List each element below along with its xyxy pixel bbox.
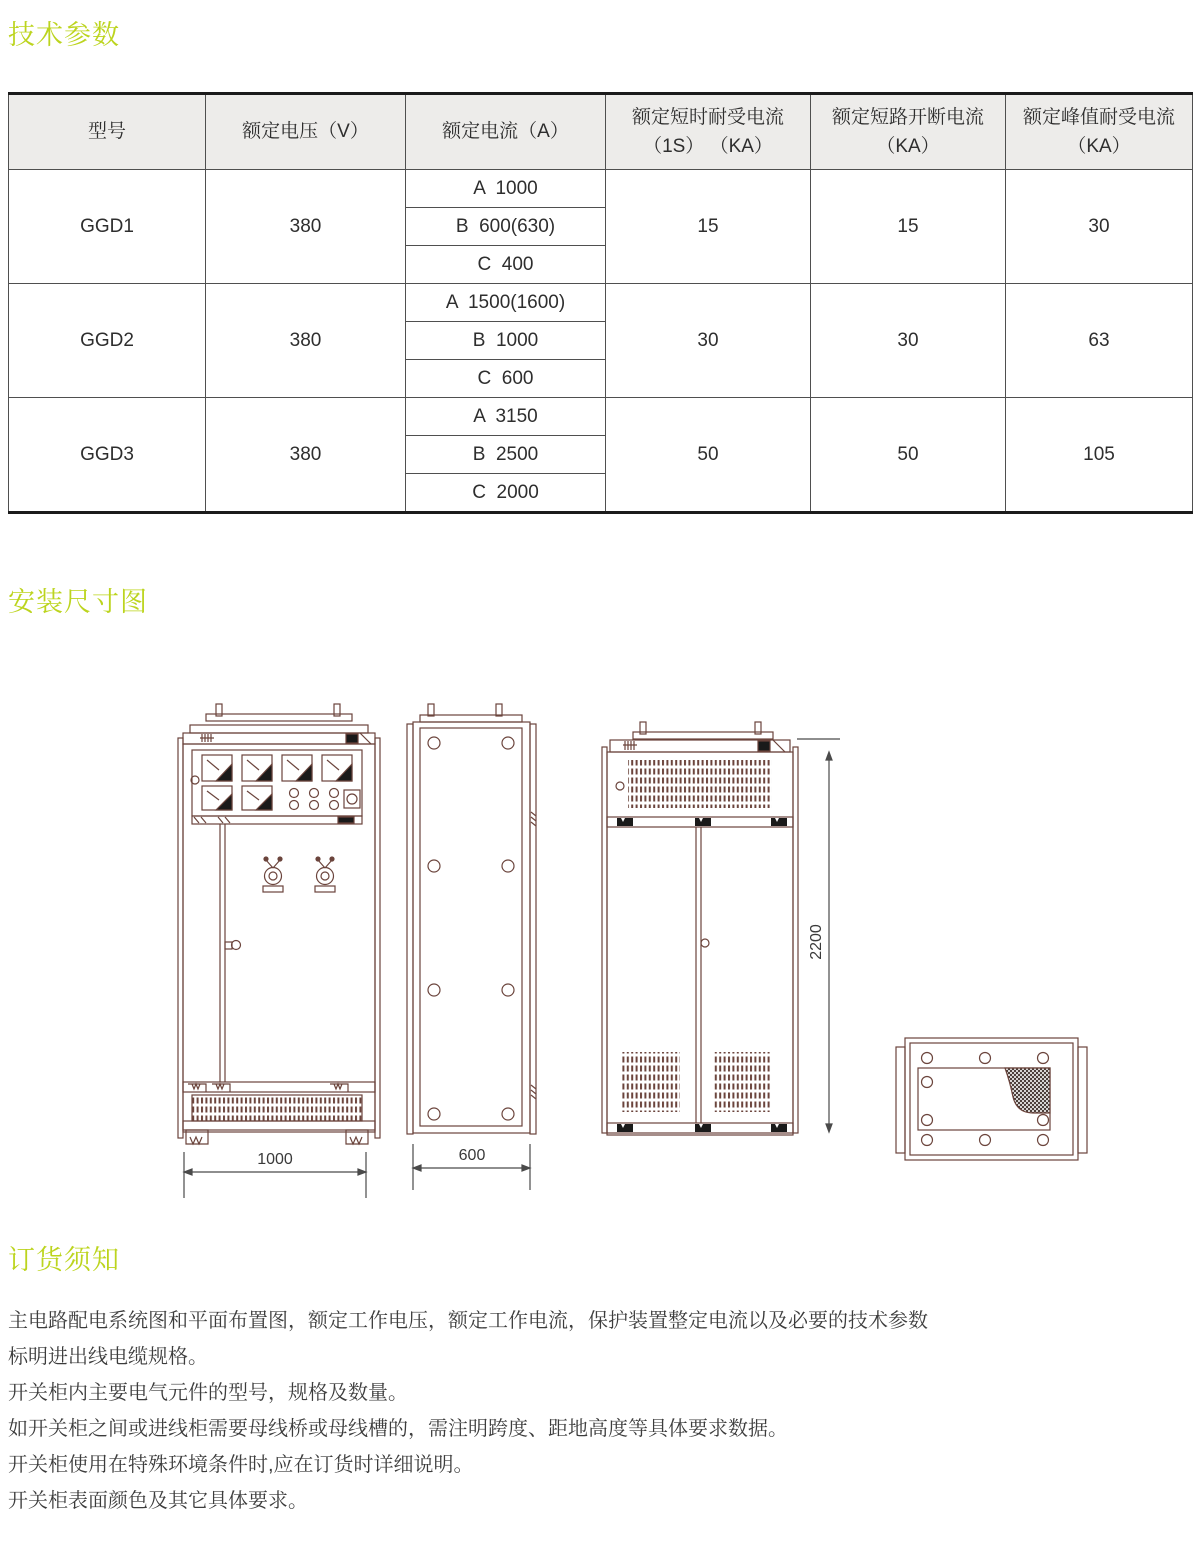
model-cell: GGD2: [9, 284, 206, 398]
model-cell: GGD3: [9, 398, 206, 513]
instrument-panel: [192, 750, 362, 816]
button-icon: [344, 790, 360, 808]
bolt-hole-icon: [428, 737, 440, 749]
corner-block: [758, 741, 770, 751]
bolt-hole-icon: [502, 737, 514, 749]
side-rail: [602, 747, 607, 1133]
bolt-hole-icon: [428, 1108, 440, 1120]
lifting-peg: [428, 704, 434, 716]
current-cell: C 400: [406, 246, 606, 284]
note-line: 标明进出线电缆规格。: [8, 1346, 208, 1368]
cabinet-body: [183, 744, 375, 1132]
side-rail: [178, 738, 183, 1138]
meter-icon: [242, 786, 272, 810]
meter-icon: [282, 755, 312, 781]
bolt-hole-icon: [502, 984, 514, 996]
door-handle-icon: [263, 857, 283, 892]
top-cap: [420, 715, 522, 722]
height-dimension: [797, 739, 840, 1132]
col-header-voltage: 额定电压（V）: [206, 94, 406, 170]
col-header-breaking: 额定短路开断电流（KA）: [811, 94, 1006, 170]
bolt-hole-icon: [502, 1108, 514, 1120]
indicator-light-icon: [310, 801, 319, 810]
door-divider: [696, 827, 701, 1123]
cabinet-body: [413, 722, 530, 1133]
panel-band: [192, 816, 362, 824]
bolt-hole-icon: [428, 984, 440, 996]
table-header-row: [9, 94, 1193, 170]
meter-icon: [202, 786, 232, 810]
dimension-width-label: 1000: [257, 1151, 293, 1168]
hatch-mark-icon: [623, 741, 637, 750]
side-panel: [420, 728, 522, 1126]
col-header-model: 型号: [9, 94, 206, 170]
breaking-cell: 50: [811, 398, 1006, 513]
door-knob-icon: [701, 939, 709, 947]
bottom-vent-grille: [713, 1052, 771, 1112]
current-cell: A 1500(1600): [406, 284, 606, 322]
hatch-mark-icon: [200, 734, 214, 742]
model-cell: GGD1: [9, 170, 206, 284]
col-header-current: 额定电流（A）: [406, 94, 606, 170]
breaking-cell: 15: [811, 170, 1006, 284]
side-tab: [896, 1047, 905, 1153]
band-clips: [617, 818, 787, 826]
bolt-hole-icon: [428, 860, 440, 872]
peak-cell: 30: [1006, 170, 1193, 284]
mounting-hole-icon: [1038, 1053, 1049, 1064]
mounting-hole-icon: [1038, 1115, 1049, 1126]
installation-diagrams: [0, 640, 1200, 1220]
rail-hatch-marks: [531, 812, 536, 1099]
cable-entry-hatch: [1005, 1068, 1050, 1113]
voltage-cell: 380: [206, 170, 406, 284]
cap-diagonal: [360, 733, 371, 744]
mounting-hole-icon: [1038, 1135, 1049, 1146]
lifting-peg: [496, 704, 502, 716]
tech-params-title: 技术参数: [8, 20, 120, 50]
ordering-notes: [8, 1303, 1188, 1519]
note-line: 如开关柜之间或进线柜需要母线桥或母线槽的，需注明跨度、距地高度等具体要求数据。: [8, 1418, 788, 1440]
indicator-light-icon: [310, 789, 319, 798]
bolt-hole-icon: [616, 782, 624, 790]
side-rail: [375, 738, 380, 1138]
band-clip-right: [338, 817, 354, 823]
base-strip: [183, 1121, 375, 1130]
band-clips: [617, 1124, 787, 1132]
side-rail: [407, 724, 413, 1134]
door-knob-icon: [225, 941, 241, 950]
corner-block: [346, 734, 358, 743]
short-time-cell: 15: [606, 170, 811, 284]
mounting-hole-icon: [922, 1135, 933, 1146]
lifting-bar: [206, 714, 352, 721]
front-view-drawing: [178, 700, 378, 1200]
side-view-drawing: [400, 700, 545, 1200]
note-line: 开关柜使用在特殊环境条件时,应在订货时详细说明。: [8, 1454, 474, 1476]
note-line: 主电路配电系统图和平面布置图，额定工作电压，额定工作电流，保护装置整定电流以及必要的技术参数: [8, 1310, 928, 1332]
dimension-depth-label: 600: [458, 1147, 486, 1164]
current-cell: B 2500: [406, 436, 606, 474]
indicator-light-icon: [290, 789, 299, 798]
short-time-cell: 50: [606, 398, 811, 513]
side-tab: [1078, 1047, 1087, 1153]
band-clips: [194, 817, 230, 823]
peak-cell: 63: [1006, 284, 1193, 398]
top-view-drawing: [885, 1025, 1110, 1180]
mounting-hole-icon: [922, 1053, 933, 1064]
col-header-peak: 额定峰值耐受电流（KA）: [1006, 94, 1193, 170]
foot-clip-icon: [188, 1084, 348, 1092]
door-handle-icon: [315, 857, 335, 892]
meter-icon: [322, 755, 352, 781]
current-cell: C 600: [406, 360, 606, 398]
vent-grille: [192, 1095, 362, 1121]
indicator-light-icon: [330, 789, 339, 798]
bottom-vent-grille: [622, 1052, 680, 1112]
note-line: 开关柜表面颜色及其它具体要求。: [8, 1490, 308, 1512]
lifting-bar: [633, 732, 773, 739]
table-row: [9, 170, 1193, 208]
current-cell: C 2000: [406, 474, 606, 513]
mounting-hole-icon: [980, 1135, 991, 1146]
rear-view-drawing: [595, 695, 855, 1205]
depth-dimension: [413, 1144, 530, 1190]
top-outline: [905, 1038, 1078, 1160]
mounting-hole-icon: [922, 1077, 933, 1088]
table-row: [9, 398, 1193, 436]
indicator-light-icon: [290, 801, 299, 810]
current-cell: B 1000: [406, 322, 606, 360]
short-time-cell: 30: [606, 284, 811, 398]
tech-params-table: [8, 92, 1193, 514]
voltage-cell: 380: [206, 398, 406, 513]
current-cell: B 600(630): [406, 208, 606, 246]
dimension-height-label: 2200: [808, 924, 825, 960]
top-cap: [190, 725, 368, 733]
ordering-title: 订货须知: [8, 1245, 120, 1275]
meter-icon: [242, 755, 272, 781]
door-divider: [220, 824, 225, 1082]
side-rail: [530, 724, 536, 1134]
side-rail: [793, 747, 798, 1133]
note-line: 开关柜内主要电气元件的型号，规格及数量。: [8, 1382, 408, 1404]
voltage-cell: 380: [206, 284, 406, 398]
width-dimension: [184, 1151, 366, 1198]
breaking-cell: 30: [811, 284, 1006, 398]
mounting-hole-icon: [980, 1053, 991, 1064]
bolt-hole-icon: [502, 860, 514, 872]
table-row: [9, 284, 1193, 322]
install-dims-title: 安装尺寸图: [8, 587, 148, 617]
top-vent-grille: [628, 760, 772, 808]
cap-diagonal: [773, 740, 785, 752]
col-header-short-time: 额定短时耐受电流（1S） （KA）: [606, 94, 811, 170]
meter-icon: [202, 755, 232, 781]
current-cell: A 1000: [406, 170, 606, 208]
indicator-light-icon: [330, 801, 339, 810]
mounting-hole-icon: [922, 1115, 933, 1126]
peak-cell: 105: [1006, 398, 1193, 513]
current-cell: A 3150: [406, 398, 606, 436]
